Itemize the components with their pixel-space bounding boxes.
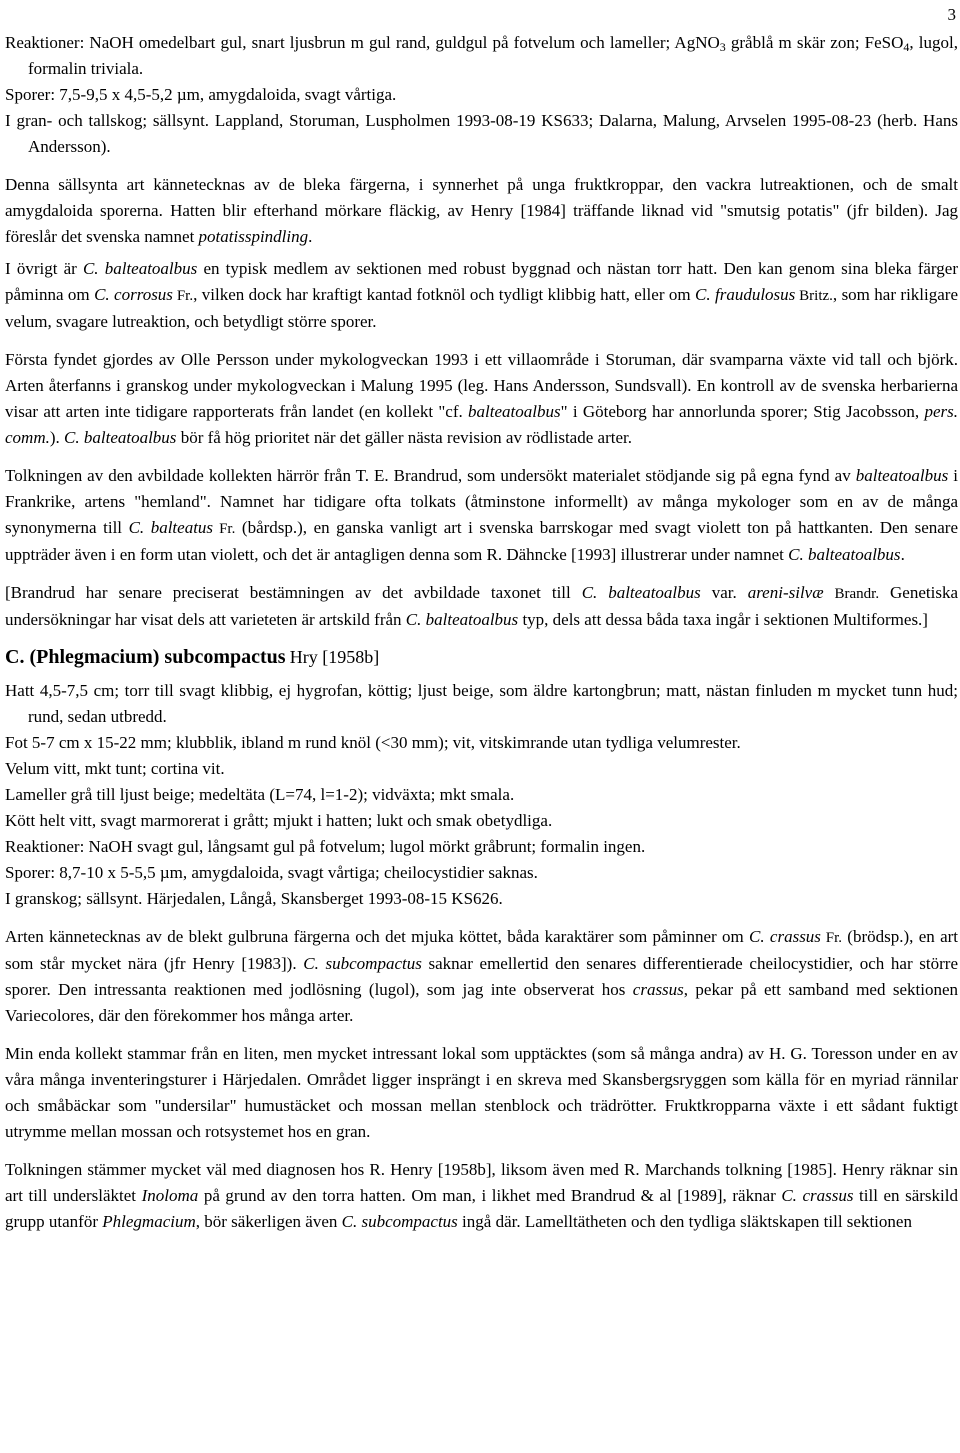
paragraph xyxy=(5,678,958,730)
species-name: C. (Phlegmacium) subcompactus xyxy=(5,646,286,668)
paragraph xyxy=(5,30,958,82)
paragraph xyxy=(5,82,958,108)
text-run: Min enda kollekt stammar från en liten, men mycket intressant lokal som upptäcktes (som så många andra) av H. G. Toresson under en av våra många inventeringsturer i Härjedalen. Området ligger insprängt i en skreva med Skansbergsryggen som källa för en myriad rännilar och småbäckar som "undersilar" humustäcket och mossan mellan stenblock och trädrötter. Fruktkropparna växte i ett sådant fuktigt utrymme mellan mossan och rotsystemet hos en gran. xyxy=(5,1044,958,1141)
subscript: 3 xyxy=(719,40,726,54)
text-run: [Brandrud har senare preciserat bestämningen av det avbildade taxonet till xyxy=(5,583,582,602)
italic-text: C. balteatoalbus xyxy=(581,583,701,602)
species-section xyxy=(5,678,958,1235)
text-run: , pekar på ett samband med sektionen Variecolores, där den förekommer hos många arter. xyxy=(5,980,958,1025)
text-run xyxy=(824,583,835,602)
text-run: var. xyxy=(700,583,748,602)
paragraph xyxy=(5,756,958,782)
paragraph xyxy=(5,834,958,860)
paragraph xyxy=(5,580,958,633)
text-run: . xyxy=(308,227,313,246)
italic-text: C. subcompactus xyxy=(341,1212,458,1231)
italic-text: pers. comm. xyxy=(5,402,958,447)
text-run: Arten kännetecknas av de blekt gulbruna färgerna och det mjuka köttet, båda karaktärer som påminner om xyxy=(5,927,750,946)
italic-text: C. balteatus xyxy=(128,518,214,537)
text-run: Denna sällsynta art kännetecknas av de bleka färgerna, i synnerhet på unga fruktkroppar, den vackra lutreaktionen, och de smalt amygdaloida sporerna. Hatten blir efterhand mörkare fläckig, av Henry [1984] träffande liknad vid "smutsig potatis" (jfr bilden). Jag föreslår det svenska namnet xyxy=(5,175,958,246)
text-run: Velum vitt, mkt tunt; cortina vit. xyxy=(5,759,225,778)
text-run: Fr. xyxy=(172,288,194,304)
species-heading xyxy=(5,641,958,674)
text-run: . xyxy=(900,545,905,564)
text-run: , som har rikligare velum, svagare lutreaktion, och betydligt större sporer. xyxy=(5,285,958,331)
text-run: Reaktioner: NaOH svagt gul, långsamt gul på fotvelum; lugol mörkt gråbrunt; formalin ingen. xyxy=(5,837,646,856)
paragraph xyxy=(5,463,958,568)
text-run: Fr. xyxy=(820,930,842,946)
paragraph xyxy=(5,108,958,160)
text-run: ingå där. Lamelltätheten och den tydliga släktskapen till sektionen xyxy=(457,1212,912,1231)
paragraph xyxy=(5,860,958,886)
text-run: Tolkningen stämmer mycket väl med diagnosen hos R. Henry [1958b], liksom även med R. Marchands tolkning [1985]. Henry räknar sin art till undersläktet xyxy=(5,1160,958,1205)
paragraph xyxy=(5,808,958,834)
italic-text: areni-silvæ xyxy=(747,583,824,602)
text-run: Reaktioner: NaOH omedelbart gul, snart ljusbrun m gul rand, guldgul på fotvelum och lameller; AgNO xyxy=(5,33,720,52)
document-page xyxy=(5,30,958,1235)
italic-text: C. corrosus xyxy=(94,285,173,304)
text-run: bör få hög prioritet när det gäller nästa revision av rödlistade arter. xyxy=(176,428,632,447)
italic-text: Phlegmacium xyxy=(102,1212,196,1231)
text-run: typ, dels att dessa båda taxa ingår i sektionen Multiformes.] xyxy=(518,610,928,629)
text-run: Hatt 4,5-7,5 cm; torr till svagt klibbig, ej hygrofan, köttig; ljust beige, som äldre kartongbrun; matt, nästan finluden m mycket tunn hud; rund, sedan utbredd. xyxy=(5,681,958,726)
species-author: Hry [1958b] xyxy=(289,647,380,667)
paragraph xyxy=(5,886,958,912)
text-run: , lugol, formalin triviala. xyxy=(28,33,958,78)
text-run: , bör säkerligen även xyxy=(195,1212,342,1231)
italic-text: C. fraudulosus xyxy=(695,285,796,304)
italic-text: C. balteatoalbus xyxy=(64,428,177,447)
italic-text: C. subcompactus xyxy=(303,954,422,973)
text-run: Brandr. xyxy=(834,586,880,602)
italic-text: C. balteatoalbus xyxy=(82,259,198,278)
text-run: en typisk medlem av sektionen med robust byggnad och nästan torr hatt. Den kan genom sina bleka färger påminna om xyxy=(5,259,958,304)
text-run: Britz. xyxy=(795,288,833,304)
text-run: Sporer: 7,5-9,5 x 4,5-5,2 µm, amygdaloida, svagt vårtiga. xyxy=(5,85,397,104)
italic-text: C. crassus xyxy=(781,1186,854,1205)
paragraph xyxy=(5,924,958,1029)
text-run: I övrigt är xyxy=(5,259,83,278)
italic-text: C. balteatoalbus xyxy=(405,610,519,629)
text-run: ). xyxy=(49,428,65,447)
paragraph xyxy=(5,782,958,808)
italic-text: C. crassus xyxy=(749,927,821,946)
text-run: (brödsp.), en art som står mycket nära (jfr Henry [1983]). xyxy=(5,927,958,973)
text-run: Första fyndet gjordes av Olle Persson under mykologveckan 1993 i ett villaområde i Storuman, där svamparna växte vid tall och björk. Arten återfanns i granskog under mykologveckan i Malung 1995 (leg. Hans Andersson, Sundsvall). En kontroll av de svenska herbarierna visar att arten inte tidigare rapporterats från landet (en kollekt "cf. xyxy=(5,350,958,421)
text-run: (bårdsp.), en ganska vanligt art i svenska barrskogar med svagt violett ton på hattkanten. Den senare uppträder även i en form utan violett, och det är antagligen denna som R. Dähncke [1993] illustrerar under namnet xyxy=(5,518,958,564)
text-run: gråblå m skär zon; FeSO xyxy=(725,33,904,52)
paragraph xyxy=(5,172,958,250)
intro-section xyxy=(5,30,958,633)
text-run: Kött helt vitt, svagt marmorerat i grått; mjukt i hatten; lukt och smak obetydliga. xyxy=(5,811,553,830)
text-run: Fr. xyxy=(213,521,236,537)
text-run: , vilken dock har kraftigt kantad fotknöl och tydligt klibbig hatt, eller om xyxy=(193,285,695,304)
paragraph xyxy=(5,347,958,451)
page-number: 3 xyxy=(947,5,956,24)
paragraph xyxy=(5,256,958,335)
text-run: Tolkningen av den avbildade kollekten härrör från T. E. Brandrud, som undersökt materialet stödjande sig på egna fynd av xyxy=(5,466,856,485)
paragraph xyxy=(5,730,958,756)
text-run: I gran- och tallskog; sällsynt. Lappland, Storuman, Luspholmen 1993-08-19 KS633; Dalarna, Malung, Arvselen 1995-08-23 (herb. Hans Andersson). xyxy=(5,111,958,156)
subscript: 4 xyxy=(903,40,910,54)
paragraph xyxy=(5,1041,958,1145)
italic-text: balteatoalbus xyxy=(855,466,949,485)
text-run: Fot 5-7 cm x 15-22 mm; klubblik, ibland m rund knöl (<30 mm); vit, vitskimrande utan tydliga velumrester. xyxy=(5,733,741,752)
text-run: Sporer: 8,7-10 x 5-5,5 µm, amygdaloida, svagt vårtiga; cheilocystidier saknas. xyxy=(5,863,538,882)
text-run: Lameller grå till ljust beige; medeltäta (L=74, l=1-2); vidväxta; mkt smala. xyxy=(5,785,515,804)
italic-text: balteatoalbus xyxy=(468,402,561,421)
text-run: " i Göteborg har annorlunda sporer; Stig Jacobsson, xyxy=(560,402,925,421)
text-run: Genetiska undersökningar har visat dels att varieteten är artskild från xyxy=(5,583,958,629)
text-run: i Frankrike, artens "hemland". Namnet har tidigare ofta tolkats (åtminstone informellt) av många mykologer som en av de många synonymerna till xyxy=(5,466,958,537)
text-run: saknar emellertid den senares differentierade cheilocystidier, och har större sporer. Den intressanta reaktionen med jodlösning (lugol), som jag inte observerat hos xyxy=(5,954,958,999)
italic-text: Inoloma xyxy=(141,1186,199,1205)
text-run: I granskog; sällsynt. Härjedalen, Långå, Skansberget 1993-08-15 KS626. xyxy=(5,889,503,908)
italic-text: potatisspindling xyxy=(198,227,309,246)
italic-text: crassus xyxy=(632,980,684,999)
italic-text: C. balteatoalbus xyxy=(788,545,901,564)
text-run: till en särskild grupp utanför xyxy=(5,1186,958,1231)
text-run: på grund av den torra hatten. Om man, i likhet med Brandrud & al [1989], räknar xyxy=(198,1186,782,1205)
paragraph xyxy=(5,1157,958,1235)
